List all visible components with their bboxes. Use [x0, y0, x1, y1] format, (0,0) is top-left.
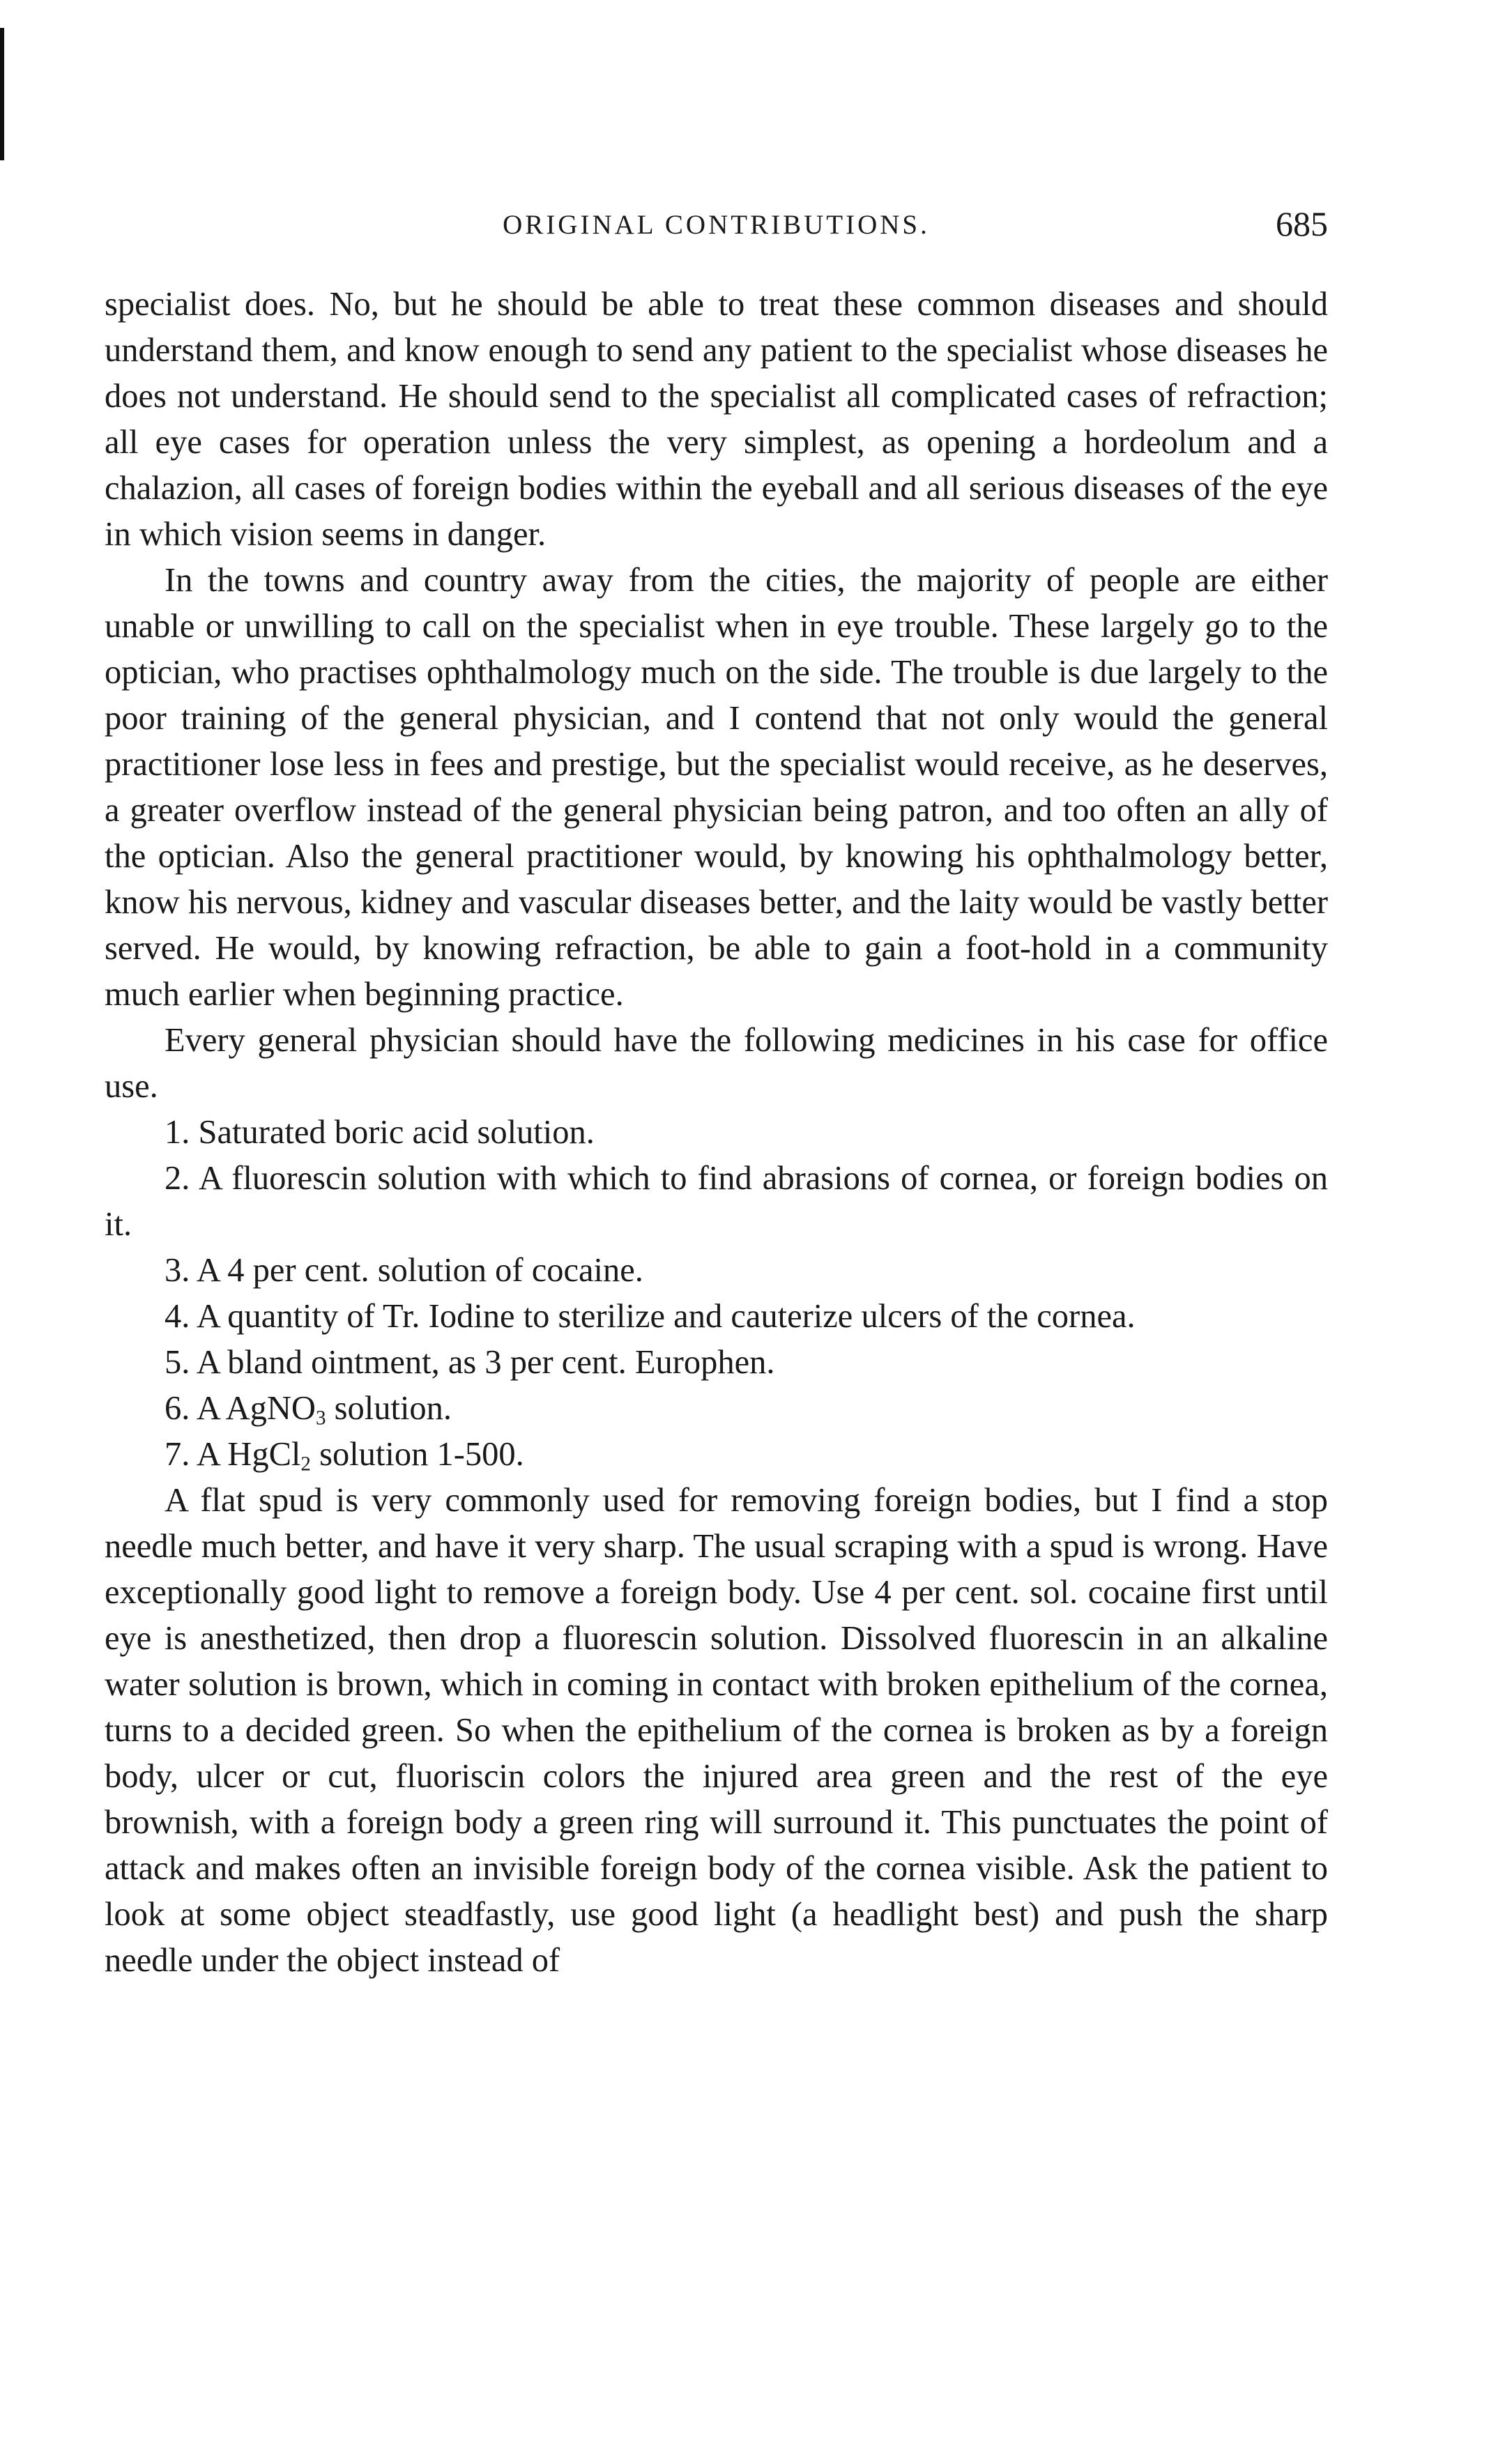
page-number: 685 [1276, 204, 1328, 243]
list-item [105, 1294, 1328, 1340]
subscript: 2 [300, 1453, 311, 1476]
list-item [105, 1386, 1328, 1432]
list-item-number: 3. [165, 1252, 190, 1289]
list-item-text: A HgCl$_2$ solution 1-500. [196, 1436, 524, 1476]
paragraph-4: A flat spud is very commonly used for removing foreign bodies, but I find a stop needle much better, and have it very sharp. The usual scraping with a spud is wrong. Have exceptionally good light to remove a foreign body. Use 4 per cent. sol. cocaine first until eye is anesthetized, then drop a fluorescin solution. Dissolved fluorescin in an alkaline water solution is brown, which in coming in contact with broken epithelium of the cornea, turns to a decided green. So when the epithelium of the cornea is broken as by a foreign body, ulcer or cut, fluoriscin colors the injured area green and the rest of the eye brownish, with a foreign body a green ring will surround it. This punctuates the point of attack and makes often an invisible foreign body of the cornea visible. Ask the patient to look at some object steadfastly, use good light (a headlight best) and push the sharp needle under the object instead of [105, 1482, 1328, 1979]
list-item [105, 1156, 1328, 1248]
list-item-text: A quantity of Tr. Iodine to sterilize and cauterize ulcers of the cornea. [196, 1298, 1136, 1335]
scan-edge-mark [0, 28, 4, 160]
list-item [105, 1432, 1328, 1478]
paragraph-1: specialist does. No, but he should be able to treat these common diseases and should understand them, and know enough to send any patient to the specialist whose diseases he does not understand. He should send to the specialist all complicated cases of refraction; all eye cases for operation unless the very simplest, as opening a hordeolum and a chalazion, all cases of foreign bodies within the eyeball and all serious diseases of the eye in which vision seems in danger. [105, 286, 1328, 553]
list-item-text: Saturated boric acid solution. [198, 1114, 595, 1151]
running-header [105, 206, 1328, 248]
list-item-number: 5. [165, 1344, 190, 1381]
list-item-text: A AgNO$_3$ solution. [196, 1390, 452, 1430]
paragraph-2: In the towns and country away from the cities, the majority of people are either unable or unwilling to call on the specialist when in eye trouble. These largely go to the optician, who practises ophthalmology much on the side. The trouble is due largely to the poor training of the general physician, and I contend that not only would the general practitioner lose less in fees and prestige, but the specialist would receive, as he deserves, a greater overflow instead of the general physician being patron, and too often an ally of the optician. Also the general practitioner would, by knowing his ophthalmology better, know his nervous, kidney and vascular diseases better, and the laity would be vastly better served. He would, by knowing refraction, be able to gain a foot-hold in a community much earlier when beginning practice. [105, 562, 1328, 1013]
body-text [105, 282, 1328, 1984]
medicine-list [105, 1110, 1328, 1478]
list-item-text: A fluorescin solution with which to find abrasions of cornea, or foreign bodies on it. [105, 1160, 1329, 1243]
list-item-number: 2. [165, 1160, 190, 1197]
list-item-text: A 4 per cent. solution of cocaine. [196, 1252, 643, 1289]
running-title: ORIGINAL CONTRIBUTIONS. [503, 210, 930, 240]
list-item-text: A bland ointment, as 3 per cent. Europhen. [196, 1344, 775, 1381]
list-item-number: 7. [165, 1436, 190, 1473]
list-item [105, 1248, 1328, 1294]
list-item-number: 4. [165, 1298, 190, 1335]
subscript: 3 [315, 1407, 326, 1430]
list-item [105, 1110, 1328, 1156]
list-item [105, 1340, 1328, 1386]
paragraph-3: Every general physician should have the following medicines in his case for office use. [105, 1022, 1328, 1105]
list-item-number: 6. [165, 1390, 190, 1427]
list-item-number: 1. [165, 1114, 190, 1151]
